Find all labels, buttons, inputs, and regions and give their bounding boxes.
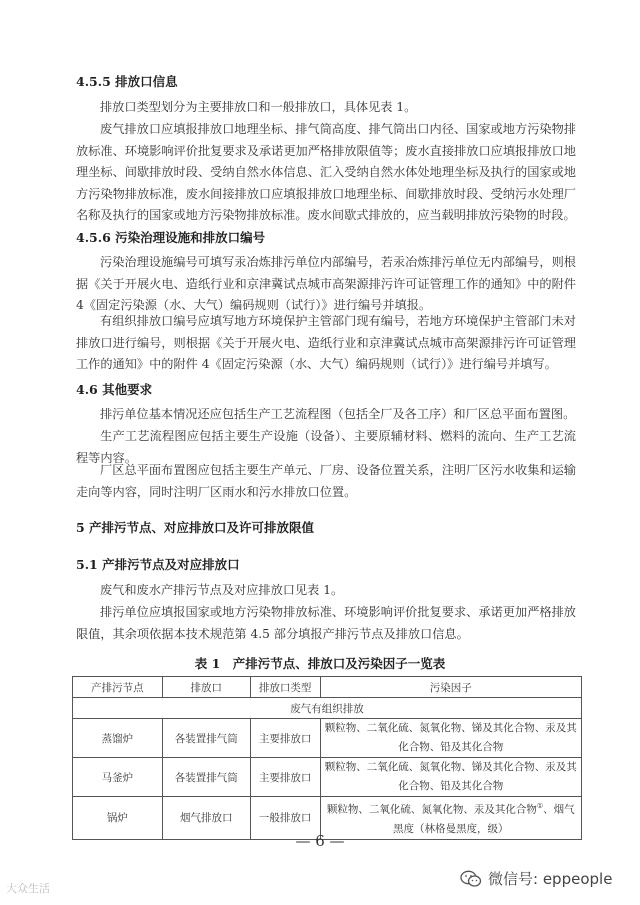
table-row <box>73 758 582 797</box>
paragraph: 排放口类型划分为主要排放口和一般排放口，具体见表 1。 <box>100 100 417 114</box>
header-cell: 排放口 <box>162 677 250 698</box>
paragraph: 厂区总平面布置图应包括主要生产单元、厂房、设备位置关系，注明厂区污水收集和运输走向等内容，同时注明厂区雨水和污水排放口位置。 <box>76 463 576 499</box>
paragraph: 废气和废水产排污节点及对应排放口见表 1。 <box>100 583 344 597</box>
section-heading-4-5-5: 4.5.5 排放口信息 <box>76 74 178 89</box>
chapter-heading-5: 5 产排污节点、对应排放口及许可排放限值 <box>76 520 315 535</box>
section-heading-5-1: 5.1 产排污节点及对应排放口 <box>76 557 240 572</box>
paragraph: 排污单位应填报国家或地方污染物排放标准、环境影响评价批复要求、承诺更加严格排放限值，其余项依据本技术规范第 4.5 部分填报产排污节点及排放口信息。 <box>76 605 576 641</box>
type-cell: 主要排放口 <box>250 719 320 758</box>
paragraph: 有组织排放口编号应填写地方环境保护主管部门现有编号，若地方环境保护主管部门未对排放口进行编号，则根据《关于开展火电、造纸行业和京津冀试点城市高架源排污许可证管理工作的通知》中的附件 4《固定污染源（水、大气）编码规则（试行）》进行编号并填写。 <box>76 314 576 371</box>
node-cell: 马釜炉 <box>73 758 163 797</box>
factors-cell: 颗粒物、二氧化硫、氮氧化物、锑及其化合物、汞及其化合物、铅及其化合物 <box>320 719 581 758</box>
table-caption: 表 1 产排污节点、排放口及污染因子一览表 <box>194 656 446 671</box>
table-row <box>73 719 582 758</box>
table-group-row <box>73 698 582 719</box>
header-cell: 产排污节点 <box>73 677 163 698</box>
paragraph: 污染治理设施编号可填写汞冶炼排污单位内部编号，若汞冶炼排污单位无内部编号，则根据《关于开展火电、造纸行业和京津冀试点城市高架源排污许可证管理工作的通知》中的附件 4《固定污染源（水、大气）编码规则（试行）》进行编号并填报。 <box>76 255 576 312</box>
group-label: 废气有组织排放 <box>73 698 582 719</box>
page-number: — 6 — <box>295 832 345 850</box>
pollutant-table <box>72 676 582 840</box>
header-cell: 污染因子 <box>320 677 581 698</box>
paragraph: 生产工艺流程图应包括主要生产设施（设备）、主要原辅材料、燃料的流向、生产工艺流程等内容。 <box>76 429 576 465</box>
wechat-id: 微信号: eppeople <box>488 870 613 888</box>
outlet-cell: 烟气排放口 <box>162 797 250 840</box>
watermark-left: 大众生活 <box>6 882 50 895</box>
factors-cell: 颗粒物、二氧化硫、氮氧化物、锑及其化合物、汞及其化合物、铅及其化合物 <box>320 758 581 797</box>
paragraph: 排污单位基本情况还应包括生产工艺流程图（包括全厂及各工序）和厂区总平面布置图。 <box>100 407 576 421</box>
type-cell: 主要排放口 <box>250 758 320 797</box>
outlet-cell: 各装置排气筒 <box>162 719 250 758</box>
node-cell: 蒸馏炉 <box>73 719 163 758</box>
type-cell: 一般排放口 <box>250 797 320 840</box>
table-header-row <box>73 677 582 698</box>
paragraph: 废气排放口应填报排放口地理坐标、排气筒高度、排气筒出口内径、国家或地方污染物排放标准、环境影响评价批复要求及承诺更加严格排放限值等；废水直接排放口应填报排放口地理坐标、间歇排放时段、受纳自然水体信息、汇入受纳自然水体处地理坐标及执行的国家或地方污染物排放标准，废水间接排放口应填报排放口地理坐标、间歇排放时段、受纳污水处理厂名称及执行的国家或地方污染物排放标准。废水间歇式排放的，应当载明排放污染物的时段。 <box>76 122 576 222</box>
wechat-icon <box>460 870 482 888</box>
node-cell: 锅炉 <box>73 797 163 840</box>
factors-cell: 颗粒物、二氧化硫、氮氧化物、汞及其化合物①、烟气黑度（林格曼黑度，级） <box>320 797 581 840</box>
section-heading-4-6: 4.6 其他要求 <box>76 382 153 397</box>
header-cell: 排放口类型 <box>250 677 320 698</box>
section-heading-4-5-6: 4.5.6 污染治理设施和排放口编号 <box>76 230 266 245</box>
outlet-cell: 各装置排气筒 <box>162 758 250 797</box>
wechat-watermark <box>460 868 612 889</box>
footnote-mark: ① <box>536 802 544 810</box>
